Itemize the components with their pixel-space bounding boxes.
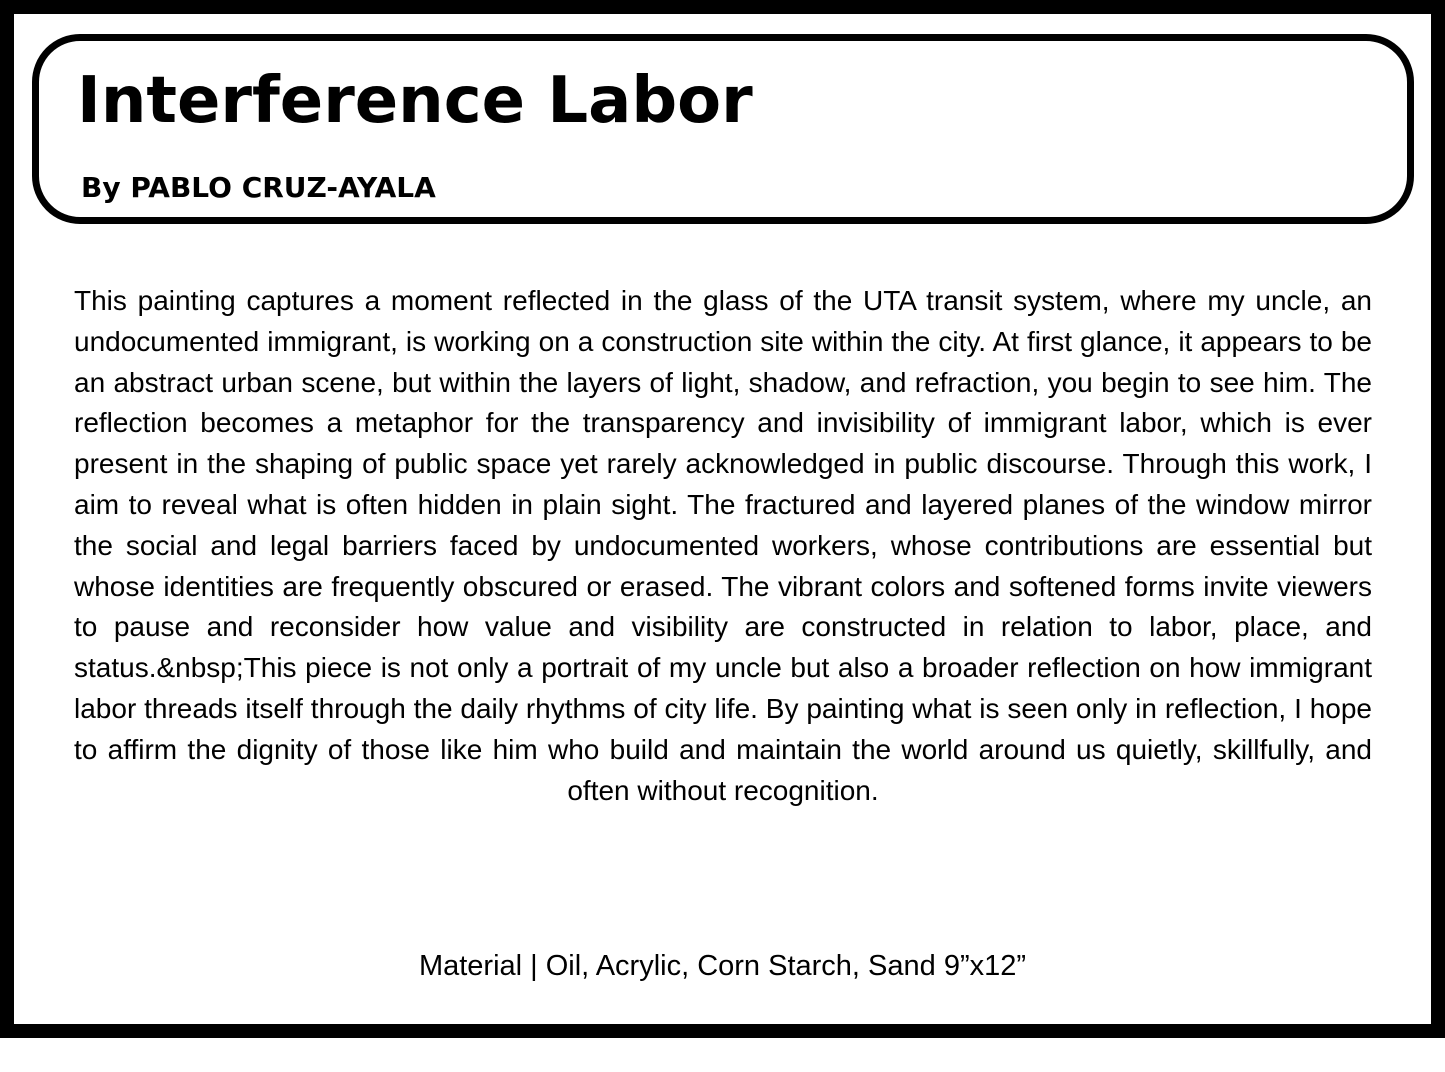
artwork-title: Interference Labor bbox=[77, 64, 753, 138]
artist-byline: By PABLO CRUZ-AYALA bbox=[81, 171, 436, 204]
artist-statement: This painting captures a moment reflected in the glass of the UTA transit system, where my uncle, an undocumented immigrant, is working on a construction site within the city. At first glance, it appears to be an abstract urban scene, but within the layers of light, shadow, and refraction, you begin to see him. The reflection becomes a metaphor for the transparency and invisibility of immigrant labor, which is ever present in the shaping of public space yet rarely acknowledged in public discourse. Through this work, I aim to reveal what is often hidden in plain sight. The fractured and layered planes of the window mirror the social and legal barriers faced by undocumented workers, whose contributions are essential but whose identities are frequently obscured or erased. The vibrant colors and softened forms invite viewers to pause and reconsider how value and visibility are constructed in relation to labor, place, and status.&nbsp;This piece is not only a portrait of my uncle but also a broader reflection on how immigrant labor threads itself through the daily rhythms of city life. By painting what is seen only in reflection, I hope to affirm the dignity of those like him who build and maintain the world around us quietly, skillfully, and often without recognition. bbox=[74, 285, 1372, 806]
title-panel bbox=[32, 34, 1414, 224]
material-info: Material | Oil, Acrylic, Corn Starch, Sand 9”x12” bbox=[418, 950, 1027, 982]
